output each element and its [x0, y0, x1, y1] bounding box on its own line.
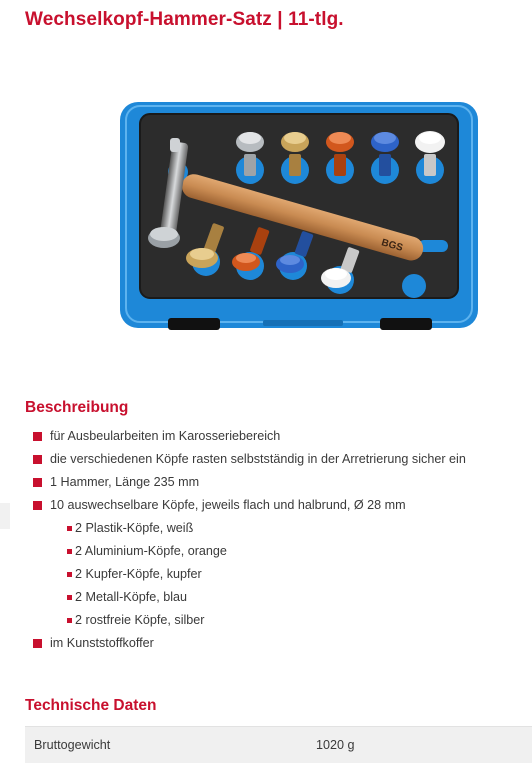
list-item-text: 1 Hammer, Länge 235 mm — [50, 475, 200, 489]
sub-list-item: 2 Kupfer-Köpfe, kupfer — [50, 563, 513, 586]
sub-list-item: 2 Plastik-Köpfe, weiß — [50, 517, 513, 540]
case-latch-right — [380, 318, 432, 330]
list-item-text: 10 auswechselbare Köpfe, jeweils flach und halbrund, Ø 28 mm — [50, 498, 406, 512]
product-image — [118, 100, 480, 336]
sub-list-item: 2 Metall-Köpfe, blau — [50, 586, 513, 609]
description-heading: Beschreibung — [25, 399, 129, 416]
hammer-brand-mark: BGS — [380, 237, 404, 254]
table-row — [25, 727, 532, 763]
tech-data-table — [25, 726, 532, 763]
sub-list-item: 2 rostfreie Köpfe, silber — [50, 609, 513, 632]
list-item — [33, 471, 513, 494]
list-item — [33, 425, 513, 448]
spec-value: 1020 g — [316, 738, 355, 752]
list-item — [33, 494, 513, 632]
list-item-text: im Kunststoffkoffer — [50, 636, 154, 650]
spec-label: Bruttogewicht — [34, 738, 111, 752]
heads-sublist — [50, 517, 513, 632]
side-marker — [0, 503, 10, 529]
description-list — [33, 425, 513, 655]
sub-list-item: 2 Aluminium-Köpfe, orange — [50, 540, 513, 563]
tech-data-heading: Technische Daten — [25, 697, 157, 714]
case-latch-left — [168, 318, 220, 330]
list-item-text: für Ausbeularbeiten im Karosseriebereich — [50, 429, 281, 443]
list-item — [33, 632, 513, 655]
page-title: Wechselkopf-Hammer-Satz | 11-tlg. — [25, 9, 344, 30]
list-item-text: die verschiedenen Köpfe rasten selbstständig in der Arretrierung sicher ein — [50, 452, 466, 466]
list-item — [33, 448, 513, 471]
